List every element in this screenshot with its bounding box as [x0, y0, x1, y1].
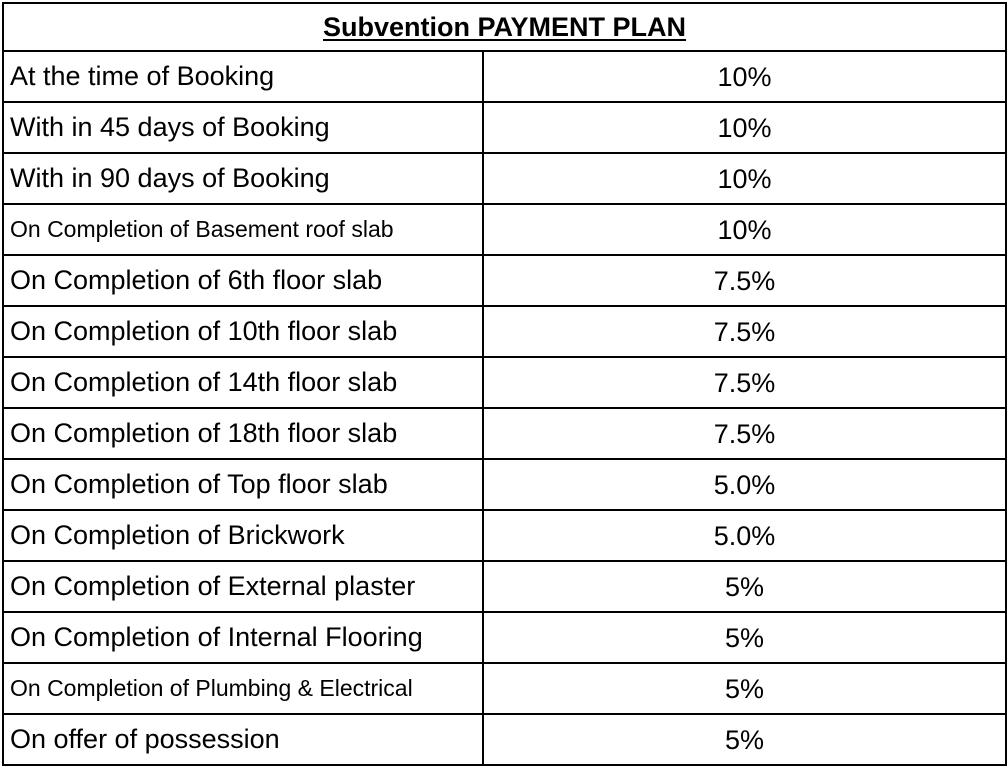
percent-cell: 10% [483, 51, 1006, 102]
percent-cell: 7.5% [483, 255, 1006, 306]
stage-cell: On Completion of 14th floor slab [3, 357, 483, 408]
percent-cell: 7.5% [483, 408, 1006, 459]
table-row [3, 612, 1006, 663]
percent-cell: 5.0% [483, 459, 1006, 510]
stage-cell: With in 90 days of Booking [3, 153, 483, 204]
title-row [3, 3, 1006, 51]
table-row [3, 102, 1006, 153]
percent-cell: 5.0% [483, 510, 1006, 561]
table-row [3, 255, 1006, 306]
percent-cell: 5% [483, 561, 1006, 612]
percent-cell: 10% [483, 153, 1006, 204]
stage-cell: On Completion of External plaster [3, 561, 483, 612]
table-row [3, 153, 1006, 204]
table-row [3, 51, 1006, 102]
payment-rows [3, 51, 1006, 765]
percent-cell: 7.5% [483, 357, 1006, 408]
payment-plan-table [2, 2, 1007, 766]
stage-cell: On Completion of 18th floor slab [3, 408, 483, 459]
stage-cell: With in 45 days of Booking [3, 102, 483, 153]
percent-cell: 10% [483, 204, 1006, 255]
stage-cell: On Completion of Basement roof slab [3, 204, 483, 255]
table-title-text: Subvention PAYMENT PLAN [322, 11, 687, 42]
stage-cell: On offer of possession [3, 714, 483, 765]
table-row [3, 357, 1006, 408]
table-row [3, 306, 1006, 357]
stage-cell: On Completion of Top floor slab [3, 459, 483, 510]
table-row [3, 204, 1006, 255]
stage-cell: At the time of Booking [3, 51, 483, 102]
stage-cell: On Completion of Brickwork [3, 510, 483, 561]
stage-cell: On Completion of Plumbing & Electrical [3, 663, 483, 714]
percent-cell: 7.5% [483, 306, 1006, 357]
percent-cell: 5% [483, 714, 1006, 765]
percent-cell: 10% [483, 102, 1006, 153]
table-row [3, 663, 1006, 714]
stage-cell: On Completion of 10th floor slab [3, 306, 483, 357]
stage-cell: On Completion of 6th floor slab [3, 255, 483, 306]
percent-cell: 5% [483, 663, 1006, 714]
table-title [3, 3, 1006, 51]
table-row [3, 459, 1006, 510]
table-row [3, 510, 1006, 561]
table-row [3, 714, 1006, 765]
percent-cell: 5% [483, 612, 1006, 663]
table-row [3, 408, 1006, 459]
stage-cell: On Completion of Internal Flooring [3, 612, 483, 663]
table-row [3, 561, 1006, 612]
